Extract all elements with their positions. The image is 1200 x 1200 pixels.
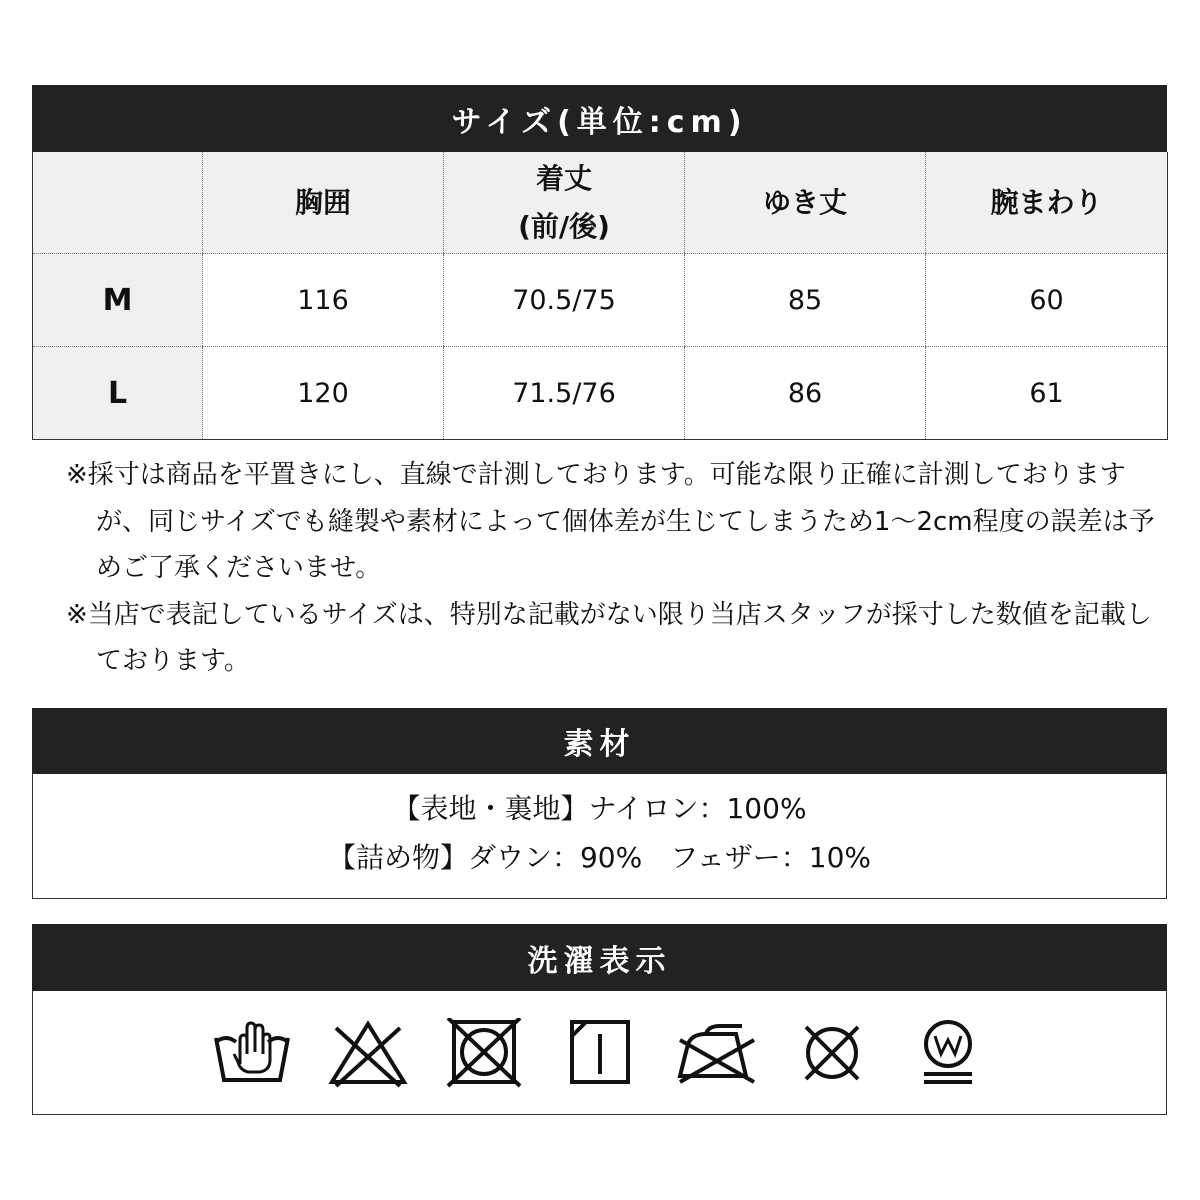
no-dry-clean-icon bbox=[774, 1008, 890, 1098]
row-size-label: M bbox=[33, 254, 203, 347]
care-icons bbox=[33, 991, 1166, 1114]
table-row bbox=[33, 347, 1168, 440]
cell-chest: 116 bbox=[203, 254, 444, 347]
col-length bbox=[444, 152, 685, 254]
col-arm: 腕まわり bbox=[926, 152, 1168, 254]
material-header bbox=[32, 708, 1167, 774]
size-notes bbox=[66, 452, 1176, 685]
col-length-label: 着丈 bbox=[535, 161, 592, 195]
note-staff-measured: ※当店で表記しているサイズは、特別な記載がない限り当店スタッフが採寸した数値を記載しております。 bbox=[66, 599, 1152, 676]
no-iron-icon bbox=[658, 1008, 774, 1098]
care-box bbox=[32, 991, 1167, 1115]
wet-clean-mild-icon bbox=[890, 1008, 1006, 1098]
size-table bbox=[32, 152, 1168, 440]
col-chest: 胸囲 bbox=[203, 152, 444, 254]
note-measurement: ※採寸は商品を平置きにし、直線で計測しております。可能な限り正確に計測しておりますが、同じサイズでも縫製や素材によって個体差が生じてしまうため1〜2cm程度の誤差は予めご了承くださいませ。 bbox=[66, 460, 1155, 583]
cell-yuki: 86 bbox=[685, 347, 926, 440]
size-header bbox=[32, 85, 1167, 152]
cell-arm: 60 bbox=[926, 254, 1168, 347]
no-bleach-icon bbox=[310, 1008, 426, 1098]
cell-length: 71.5/76 bbox=[444, 347, 685, 440]
care-header bbox=[32, 924, 1167, 991]
material-box bbox=[32, 774, 1167, 899]
care-title: 洗濯表示 bbox=[527, 943, 672, 979]
table-row bbox=[33, 254, 1168, 347]
col-yuki: ゆき丈 bbox=[685, 152, 926, 254]
cell-yuki: 85 bbox=[685, 254, 926, 347]
hand-wash-icon bbox=[194, 1008, 310, 1098]
material-fill: 【詰め物】ダウン：90% フェザー：10% bbox=[327, 841, 872, 874]
row-size-label: L bbox=[33, 347, 203, 440]
size-table-header-row bbox=[33, 152, 1168, 254]
size-title: サイズ(単位:cm) bbox=[451, 104, 748, 140]
no-tumble-dry-icon bbox=[426, 1008, 542, 1098]
drip-dry-icon bbox=[542, 1008, 658, 1098]
size-table-corner bbox=[33, 152, 203, 254]
material-shell: 【表地・裏地】ナイロン：100% bbox=[392, 792, 807, 825]
cell-arm: 61 bbox=[926, 347, 1168, 440]
cell-length: 70.5/75 bbox=[444, 254, 685, 347]
material-title: 素材 bbox=[563, 727, 636, 762]
cell-chest: 120 bbox=[203, 347, 444, 440]
col-length-sub: (前/後) bbox=[518, 209, 610, 243]
